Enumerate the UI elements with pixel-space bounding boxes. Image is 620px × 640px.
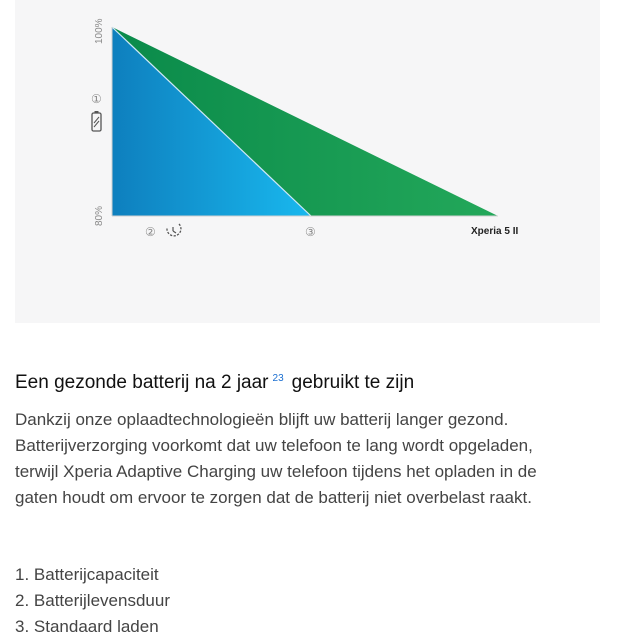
section-heading: [15, 372, 414, 394]
device-label: Xperia 5 II: [471, 226, 519, 237]
marker-2: ②: [145, 225, 156, 239]
legend-list: [15, 562, 170, 640]
battery-chart: [15, 0, 600, 323]
clock-icon: [167, 224, 181, 236]
body-paragraph: Dankzij onze oplaadtechnologieën blijft uw batterij langer gezond. Batterijverzorging voorkomt dat uw telefoon te lang wordt opgeladen, terwijl Xperia Adaptive Charging uw telefoon tijdens het opladen in de gaten houdt om ervoor te zorgen dat de batterij niet overbelast raakt.: [15, 410, 537, 507]
marker-3: ③: [305, 225, 316, 239]
list-item: 2. Batterijlevensduur: [15, 591, 170, 610]
battery-icon: [92, 111, 101, 131]
heading-text: Een gezonde batterij na 2 jaar: [15, 372, 269, 393]
marker-1: ①: [91, 92, 102, 106]
list-item: 1. Batterijcapaciteit: [15, 565, 159, 584]
chart-panel: [15, 0, 600, 323]
footnote-link[interactable]: 23: [272, 372, 284, 384]
list-item: 3. Standaard laden: [15, 617, 159, 636]
y-top-label: 100%: [94, 18, 105, 44]
y-bottom-label: 80%: [94, 205, 105, 226]
heading-text-end: gebruikt te zijn: [291, 372, 415, 393]
